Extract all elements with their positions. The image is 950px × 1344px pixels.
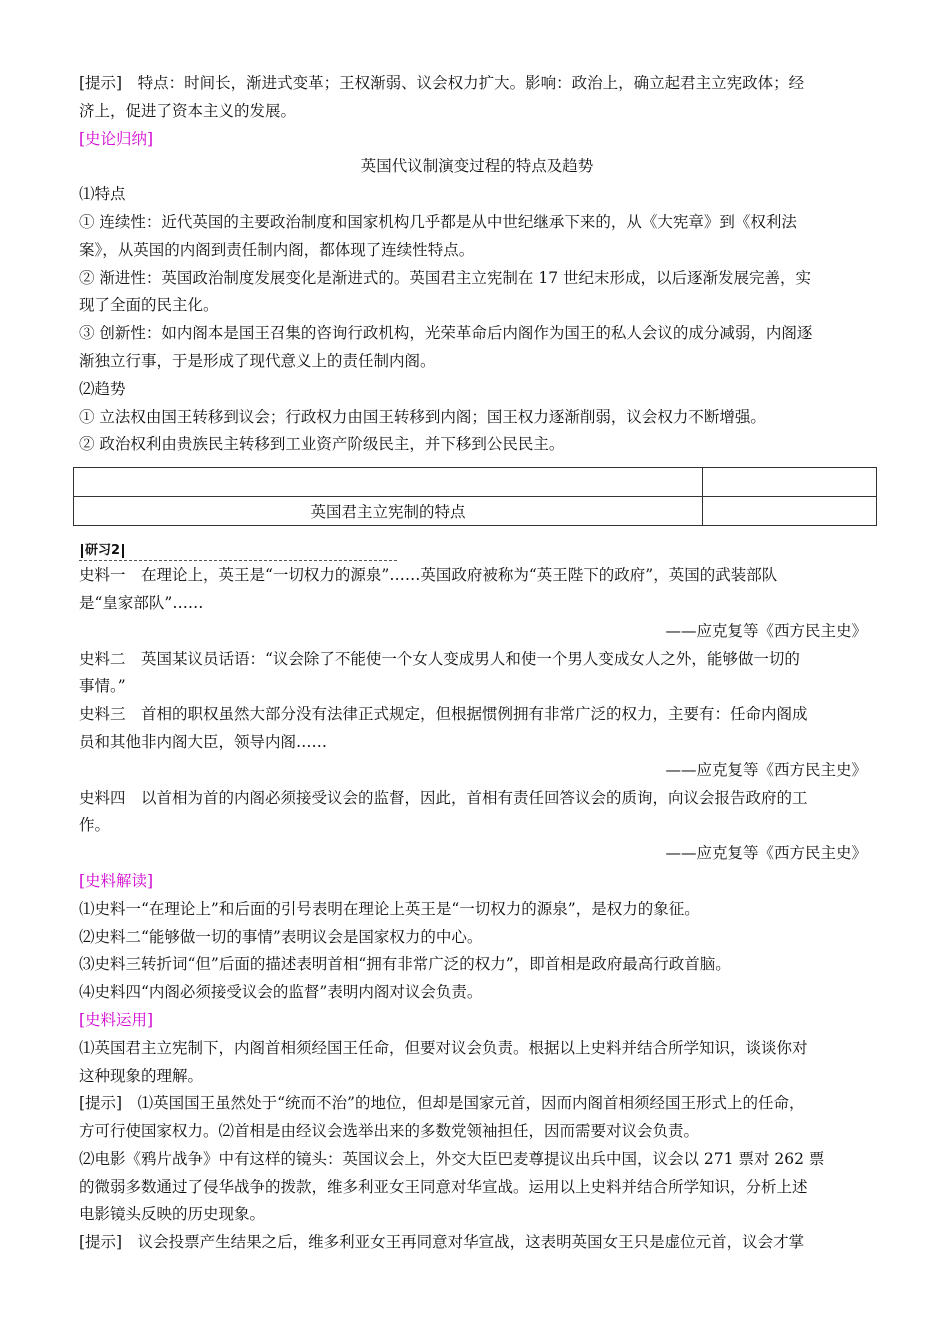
question-1: ⑴英国君主立宪制下，内阁首相须经国王任命，但要对议会负责。根据以上史料并结合所学知识，谈谈你对 [79,1038,808,1057]
dashed-divider [79,560,397,561]
question-2-cont-2: 电影镜头反映的历史现象。 [79,1205,266,1224]
feature-table [73,467,877,526]
interpret-item-4: ⑷史料四“内阁必须接受议会的监督”表明内阁对议会负责。 [79,983,483,1002]
features-heading: ⑴特点 [79,185,126,204]
table-cell [703,468,877,497]
trend-item-2: ② 政治权利由贵族民主转移到工业资产阶级民主，并下移到公民民主。 [79,435,565,454]
hint-label: [提示] [79,1233,123,1252]
source-1-cont: 是“皇家部队”…… [79,593,204,612]
label-bar-right [122,544,124,558]
feature-innovation: ③ 创新性：如内阁本是国王召集的咨询行政机构，光荣革命后内阁作为国王的私人会议的成分减弱，内阁逐 [79,324,813,343]
source-1: 史料一 在理论上，英王是“一切权力的源泉”……英国政府被称为“英王陛下的政府”，英国的武装部队 [79,566,778,585]
table-row [74,497,877,526]
feature-continuity: ① 连续性：近代英国的主要政治制度和国家机构几乎都是从中世纪继承下来的，从《大宪章》到《权利法 [79,212,797,231]
source-4-citation: ——应克复等《西方民主史》 [665,844,867,863]
question-1-cont: 这种现象的理解。 [79,1066,204,1085]
interpret-item-3: ⑶史料三转折词“但”后面的描述表明首相“拥有非常广泛的权力”，即首相是政府最高行政首脑。 [79,955,731,974]
feature-continuity-cont: 案》，从英国的内阁到责任制内阁，都体现了连续性特点。 [79,240,475,259]
hint-paragraph-2 [79,1090,875,1118]
source-1-citation: ——应克复等《西方民主史》 [665,621,867,640]
source-2-cont: 事情。” [79,677,126,696]
hint-paragraph-1 [79,70,875,98]
table-cell [74,468,703,497]
table-cell [703,497,877,526]
section-heading-summary: [史论归纳] [79,129,154,148]
feature-gradual-cont: 现了全面的民主化。 [79,296,219,315]
study-label-text: 研习2 [85,543,121,559]
hint-text: 议会投票产生结果之后，维多利亚女王再同意对华宣战，这表明英国女王只是虚位元首，议会才掌 [137,1233,805,1252]
source-2: 史料二 英国某议员话语：“议会除了不能使一个女人变成男人和使一个男人变成女人之外，能够做一切的 [79,649,800,668]
hint-label: [提示] [79,1094,123,1113]
label-bar-left [81,544,83,558]
interpret-item-2: ⑵史料二“能够做一切的事情”表明议会是国家权力的中心。 [79,927,483,946]
question-2-cont: 的微弱多数通过了侵华战争的拨款，维多利亚女王同意对华宣战。运用以上史料并结合所学知识，分析上述 [79,1177,808,1196]
hint-label: [提示] [79,74,123,92]
document-page [79,70,875,1257]
source-3-citation: ——应克复等《西方民主史》 [665,760,867,779]
feature-innovation-cont: 渐独立行事，于是形成了现代意义上的责任制内阁。 [79,351,436,370]
hint-text-cont: 济上，促进了资本主义的发展。 [79,101,297,120]
section-heading-apply: [史料运用] [79,1010,154,1029]
feature-gradual: ② 渐进性：英国政治制度发展变化是渐进式的。英国君主立宪制在 17 世纪末形成，以后逐渐发展完善，实 [79,268,812,287]
hint-text-cont: 方可行使国家权力。⑵首相是由经议会选举出来的多数党领袖担任，因而需要对议会负责。 [79,1122,700,1141]
source-4-cont: 作。 [79,816,111,835]
section-heading-interpret: [史料解读] [79,871,154,890]
interpret-item-1: ⑴史料一“在理论上”和后面的引号表明在理论上英王是“一切权力的源泉”，是权力的象征。 [79,899,700,918]
source-3: 史料三 首相的职权虽然大部分没有法律正式规定，但根据惯例拥有非常广泛的权力，主要有：任命内阁成 [79,705,808,724]
hint-paragraph-3 [79,1229,875,1257]
table-cell-label: 英国君主立宪制的特点 [74,497,703,526]
hint-text: 特点：时间长，渐进式变革；王权渐弱、议会权力扩大。影响：政治上，确立起君主立宪政体；经 [137,74,805,92]
summary-title: 英国代议制演变过程的特点及趋势 [360,157,594,176]
trend-heading: ⑵趋势 [79,379,126,398]
source-4: 史料四 以首相为首的内阁必须接受议会的监督，因此，首相有责任回答议会的质询，向议会报告政府的工 [79,788,808,807]
trend-item-1: ① 立法权由国王转移到议会；行政权力由国王转移到内阁；国王权力逐渐削弱，议会权力不断增强。 [79,407,766,426]
question-2: ⑵电影《鸦片战争》中有这样的镜头：英国议会上，外交大臣巴麦尊提议出兵中国，议会以 271 票对 262 票 [79,1149,825,1168]
table-row [74,468,877,497]
hint-text: ⑴英国国王虽然处于“统而不治”的地位，但却是国家元首，因而内阁首相须经国王形式上的任命， [137,1094,805,1113]
study-section-label [79,540,875,562]
source-3-cont: 员和其他非内阁大臣，领导内阁…… [79,732,328,751]
